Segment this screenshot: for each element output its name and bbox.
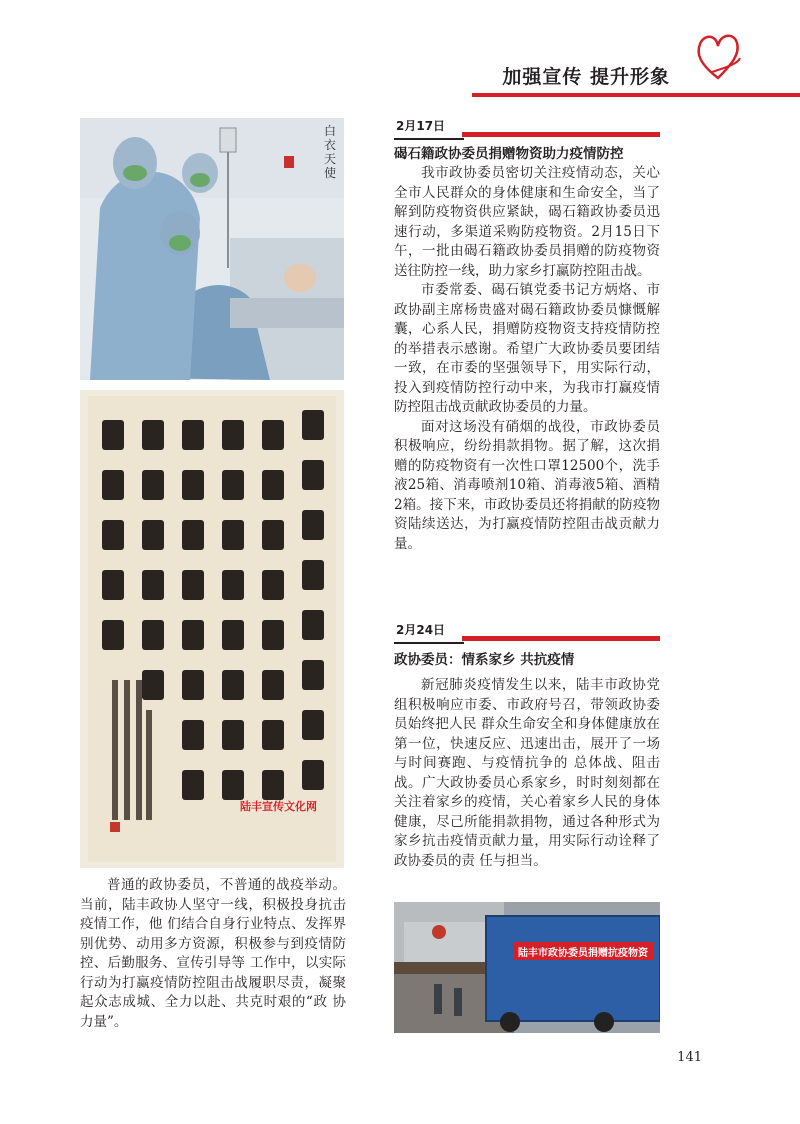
section-title: 碣石籍政协委员捐赠物资助力疫情防控 (394, 146, 624, 162)
painting-image (80, 118, 344, 380)
left-caption-paragraph: 普通的政协委员，不普通的战疫举动。当前，陆丰政协人坚守一线，积极投身抗击疫情工作，他 们结合自身行业特点、发挥界别优势、动用多方资源，积极参与到疫情防控、后勤服务、宣传引导等 工作中，以实际行动为打赢疫情防控阻击战履职尽责，凝聚起众志成城、全力以赴、共克时艰的“政 协力量”。 (80, 877, 346, 1030)
calligraphy-watermark: 陆丰宣传文化网 (240, 800, 317, 813)
paragraph: 我市政协委员密切关注疫情动态，关心全市人民群众的身体健康和生命安全，当了解到防疫物资供应紧缺，碣石籍政协委员迅速行动，多渠道采购防疫物资。2月15日下午，一批由碣石籍政协委员捐赠的防疫物资送往防控一线，助力家乡打赢防控阻击战。 (394, 165, 660, 279)
section-date: 2月24日 (394, 620, 464, 644)
section-title: 政协委员：情系家乡 共抗疫情 (394, 652, 575, 668)
left-caption (80, 876, 346, 1032)
header-rule (472, 93, 800, 97)
section-body-2 (394, 676, 660, 871)
paragraph: 市委常委、碣石镇党委书记方炳烙、市政协副主席杨贵盛对碣石籍政协委员慷慨解囊，心系人民，捐赠防疫物资支持疫情防控的举措表示感谢。希望广大政协委员要团结一致，在市委的坚强领导下，用实际行动，投入到疫情防控行动中来，为我市打赢疫情防控阻击战贡献政协委员的力量。 (394, 282, 660, 415)
painting-inscription: 白衣天使 (324, 124, 337, 180)
paragraph: 面对这场没有硝烟的战役，市政协委员积极响应，纷纷捐款捐物。据了解，这次捐赠的防疫物资有一次性口罩12500个，洗手液25箱、消毒喷剂10箱、消毒液5箱、酒精2箱。接下来，市政协委员还将捐献的防疫物资陆续送达，为打赢疫情防控阻击战贡献力量。 (394, 418, 660, 552)
calligraphy-image (80, 390, 344, 868)
section-body-1 (394, 164, 660, 554)
heart-ribbon-icon (694, 28, 742, 88)
date-bar-1 (394, 116, 660, 138)
truck-photo (394, 902, 660, 1033)
truck-banner: 陆丰市政协委员捐赠抗疫物资 (518, 948, 648, 959)
page-number: 141 (677, 1050, 702, 1065)
section-date: 2月17日 (394, 116, 464, 140)
date-bar-2 (394, 620, 660, 642)
section-header-title: 加强宣传 提升形象 (502, 66, 670, 88)
date-rule (462, 132, 660, 137)
paragraph: 新冠肺炎疫情发生以来，陆丰市政协党组积极响应市委、市政府号召，带领政协委员始终把人民 群众生命安全和身体健康放在第一位，快速反应、迅速出击，展开了一场与时间赛跑、与疫情抗争的 总体战、阻击战。广大政协委员心系家乡，时时刻刻都在关注着家乡的疫情，关心着家乡人民的身体 健康，尽己所能捐款捐物，通过各种形式为家乡抗击疫情贡献力量，用实际行动诠释了政协委员的责 任与担当。 (394, 677, 660, 869)
date-rule (462, 636, 660, 641)
